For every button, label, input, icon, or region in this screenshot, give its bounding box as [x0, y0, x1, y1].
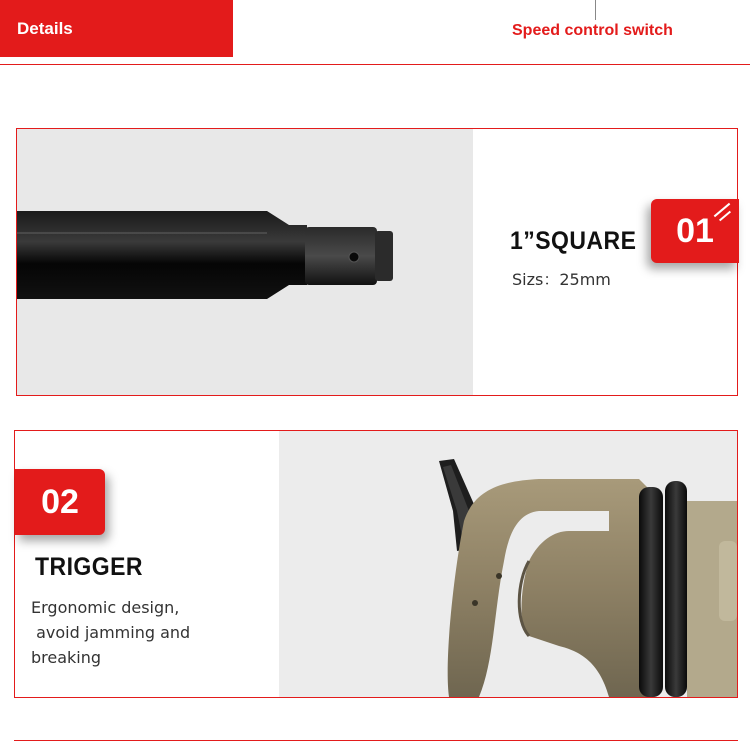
feature-number-01: 01 [676, 211, 714, 250]
feature-number-02: 02 [41, 482, 79, 521]
square-drive-shaft-image [17, 129, 473, 395]
section-title: Speed control switch [512, 22, 673, 39]
feature-title-trigger: TRIGGER [35, 553, 144, 581]
trigger-handle-image [279, 431, 737, 697]
feature-number-badge-02 [15, 469, 105, 535]
bottom-divider [14, 740, 738, 741]
description-line: breaking [31, 648, 102, 667]
details-tab-label: Details [17, 18, 73, 38]
description-line: avoid jamming and [31, 623, 191, 642]
header-divider [0, 64, 750, 65]
feature-panel-square-drive [16, 128, 738, 396]
description-line: Ergonomic design, [31, 598, 180, 617]
square-drive-photo [17, 129, 473, 395]
feature-description-trigger [31, 595, 261, 670]
feature-title-square: 1”SQUARE [510, 227, 637, 255]
details-tab[interactable] [0, 0, 233, 57]
trigger-handle-photo [279, 431, 737, 697]
feature-description-size: Sizs：25mm [512, 270, 611, 289]
title-pointer-line [595, 0, 596, 20]
feature-number-badge-01 [651, 199, 739, 263]
feature-panel-trigger [14, 430, 738, 698]
